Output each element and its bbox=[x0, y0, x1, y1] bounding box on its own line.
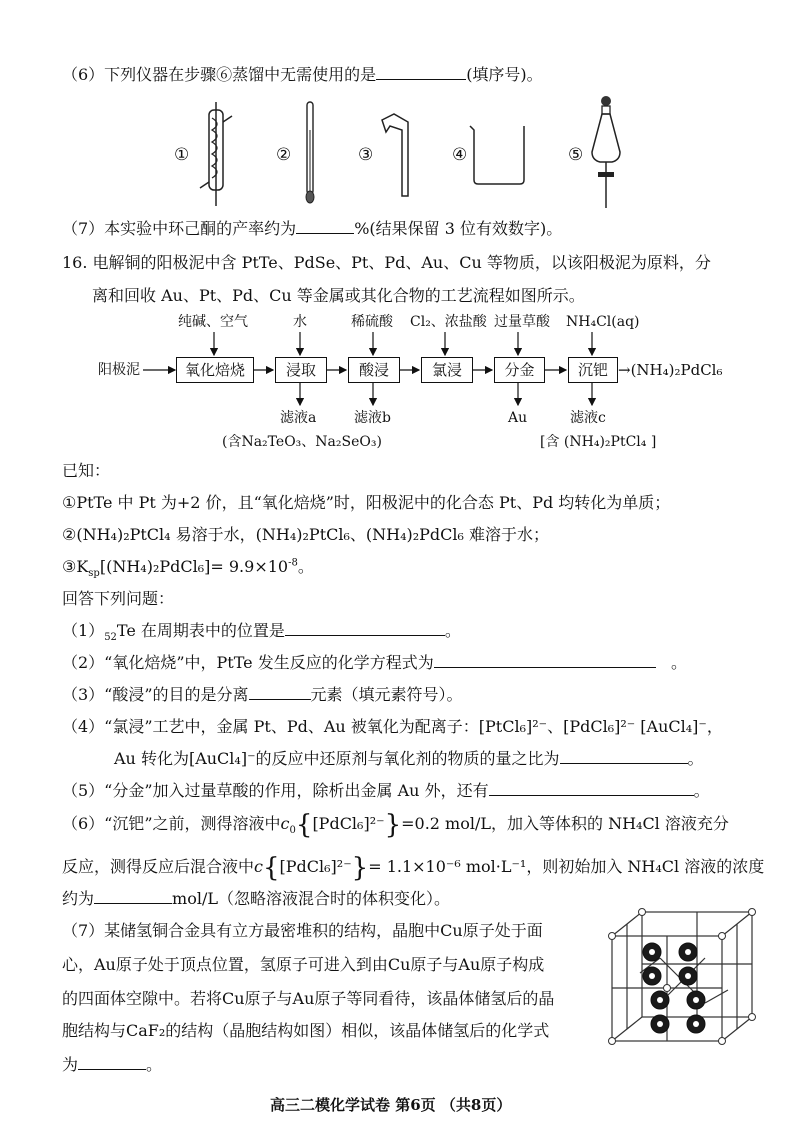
answer-prompt: 回答下列问题： bbox=[62, 589, 175, 608]
flow-step-pd-precipitation: 沉钯 bbox=[568, 357, 618, 383]
q5-line: （5）“分金”加入过量草酸的作用，除析出金属 Au 外，还有 。 bbox=[62, 781, 710, 800]
flow-step-gold-separation: 分金 bbox=[494, 357, 545, 383]
known-item-2: ②(NH₄)₂PtCl₄ 易溶于水，(NH₄)₂PtCl₆、(NH₄)₂PdCl₆ 难溶于水； bbox=[62, 525, 550, 544]
filtrate-a-note: (含Na₂TeO₃、Na₂SeO₃) bbox=[222, 434, 382, 450]
flow-product-label: →(NH₄)₂PdCl₆ bbox=[618, 361, 723, 379]
answer-blank[interactable] bbox=[249, 685, 311, 700]
answer-blank[interactable] bbox=[78, 1055, 146, 1070]
filtrate-c-note: [含 (NH₄)₂PtCl₄ ] bbox=[540, 434, 657, 450]
flow-start-label: 阳极泥 bbox=[98, 362, 140, 378]
flow-input-6: NH₄Cl(aq) bbox=[566, 314, 640, 330]
flow-input-2: 水 bbox=[293, 314, 307, 330]
apparatus-label-5: ⑤ bbox=[568, 145, 584, 165]
q4-line-1: （4）“氯浸”工艺中，金属 Pt、Pd、Au 被氧化为配离子：[PtCl₆]²⁻、[PdCl₆]²⁻ [AuCl₄]⁻， bbox=[62, 717, 723, 736]
answer-blank[interactable] bbox=[285, 621, 445, 636]
flow-output-filtrate-b: 滤液b bbox=[354, 410, 391, 426]
flow-step-chlorine-leaching: 氯浸 bbox=[421, 357, 473, 383]
answer-blank[interactable] bbox=[434, 653, 656, 668]
q4-line-2: Au 转化为[AuCl₄]⁻的反应中还原剂与氧化剂的物质的量之比为 。 bbox=[114, 749, 704, 768]
flow-step-acid-leaching: 酸浸 bbox=[348, 357, 400, 383]
q1-line: $(1)_{52}Te$ 在周期表中的位置是 。 bbox=[62, 621, 461, 644]
q7-line-1: （7）某储氢铜合金具有立方最密堆积的结构，晶胞中Cu原子处于面 bbox=[62, 921, 543, 940]
flow-input-5: 过量草酸 bbox=[494, 314, 550, 330]
known-item-1: ①PtTe 中 Pt 为+2 价，且“氧化焙烧”时，阳极泥中的化合态 Pt、Pd 均转化为单质； bbox=[62, 493, 671, 512]
flow-output-filtrate-a: 滤液a bbox=[280, 410, 317, 426]
answer-blank[interactable] bbox=[489, 781, 694, 796]
flow-step-leaching: 浸取 bbox=[275, 357, 327, 383]
q16-line-2: 离和回收 Au、Pt、Pd、Cu 等金属或其化合物的工艺流程如图所示。 bbox=[92, 286, 585, 305]
answer-blank[interactable] bbox=[560, 749, 688, 764]
flow-output-gold: Au bbox=[508, 410, 528, 426]
apparatus-label-4: ④ bbox=[452, 145, 468, 165]
apparatus-label-2: ② bbox=[276, 145, 292, 165]
q7-line-4: 胞结构与CaF₂的结构（晶胞结构如图）相似，该晶体储氢后的化学式 bbox=[62, 1021, 550, 1040]
flow-arrows bbox=[0, 0, 800, 460]
q6-line-2: 反应，测得反应后混合液中c{[PdCl₆]²⁻}= 1.1×10⁻⁶ mol·L⁻¹，则初始加入 NH₄Cl 溶液的浓度 bbox=[62, 853, 765, 883]
q7-line-2: 心，Au原子处于顶点位置，氢原子可进入到由Cu原子与Au原子构成 bbox=[62, 955, 545, 974]
q7-line-5: 为 。 bbox=[62, 1055, 163, 1074]
known-title: 已知： bbox=[62, 461, 111, 480]
q16-line-1: 16. 电解铜的阳极泥中含 PtTe、PdSe、Pt、Pd、Au、Cu 等物质，以该阳极泥为原料，分 bbox=[62, 253, 711, 272]
q6-line-3: 约为 mol/L（忽略溶液混合时的体积变化）。 bbox=[62, 889, 450, 908]
answer-blank[interactable] bbox=[94, 889, 172, 904]
flow-output-filtrate-c: 滤液c bbox=[570, 410, 606, 426]
q3-line: （3）“酸浸”的目的是分离 元素（填元素符号）。 bbox=[62, 685, 463, 704]
q6-line-1: （6）“沉钯”之前，测得溶液中$c_0\{[PdCl_6]^{2-}\}=0.2$ mol/L，加入等体积的 NH₄Cl 溶液充分 bbox=[62, 810, 729, 840]
flow-input-3: 稀硫酸 bbox=[351, 314, 393, 330]
q6-apparatus-question: （6）下列仪器在步骤⑥蒸馏中无需使用的是 (填序号)。 bbox=[62, 65, 543, 84]
q7-line-3: 的四面体空隙中。若将Cu原子与Au原子等同看待，该晶体储氢后的晶 bbox=[62, 989, 555, 1008]
flow-input-4: Cl₂、浓盐酸 bbox=[410, 314, 487, 330]
q2-line: （2）“氧化焙烧”中，PtTe 发生反应的化学方程式为 。 bbox=[62, 653, 688, 672]
flow-step-oxidative-roasting: 氧化焙烧 bbox=[176, 357, 254, 383]
known-item-3: $③K_{sp}[(NH_4)_2PdCl_6]= 9.9\times 10^{-8}$。 bbox=[62, 557, 314, 580]
caf2-unit-cell-diagram bbox=[600, 908, 760, 1048]
apparatus-label-1: ① bbox=[174, 145, 190, 165]
page-footer: 高三二模化学试卷 第6页 （共8页） bbox=[270, 1096, 512, 1114]
q7-yield-question: （7）本实验中环己酮的产率约为 %(结果保留 3 位有效数字)。 bbox=[62, 219, 563, 238]
flow-input-1: 纯碱、空气 bbox=[178, 314, 248, 330]
apparatus-label-3: ③ bbox=[358, 145, 374, 165]
